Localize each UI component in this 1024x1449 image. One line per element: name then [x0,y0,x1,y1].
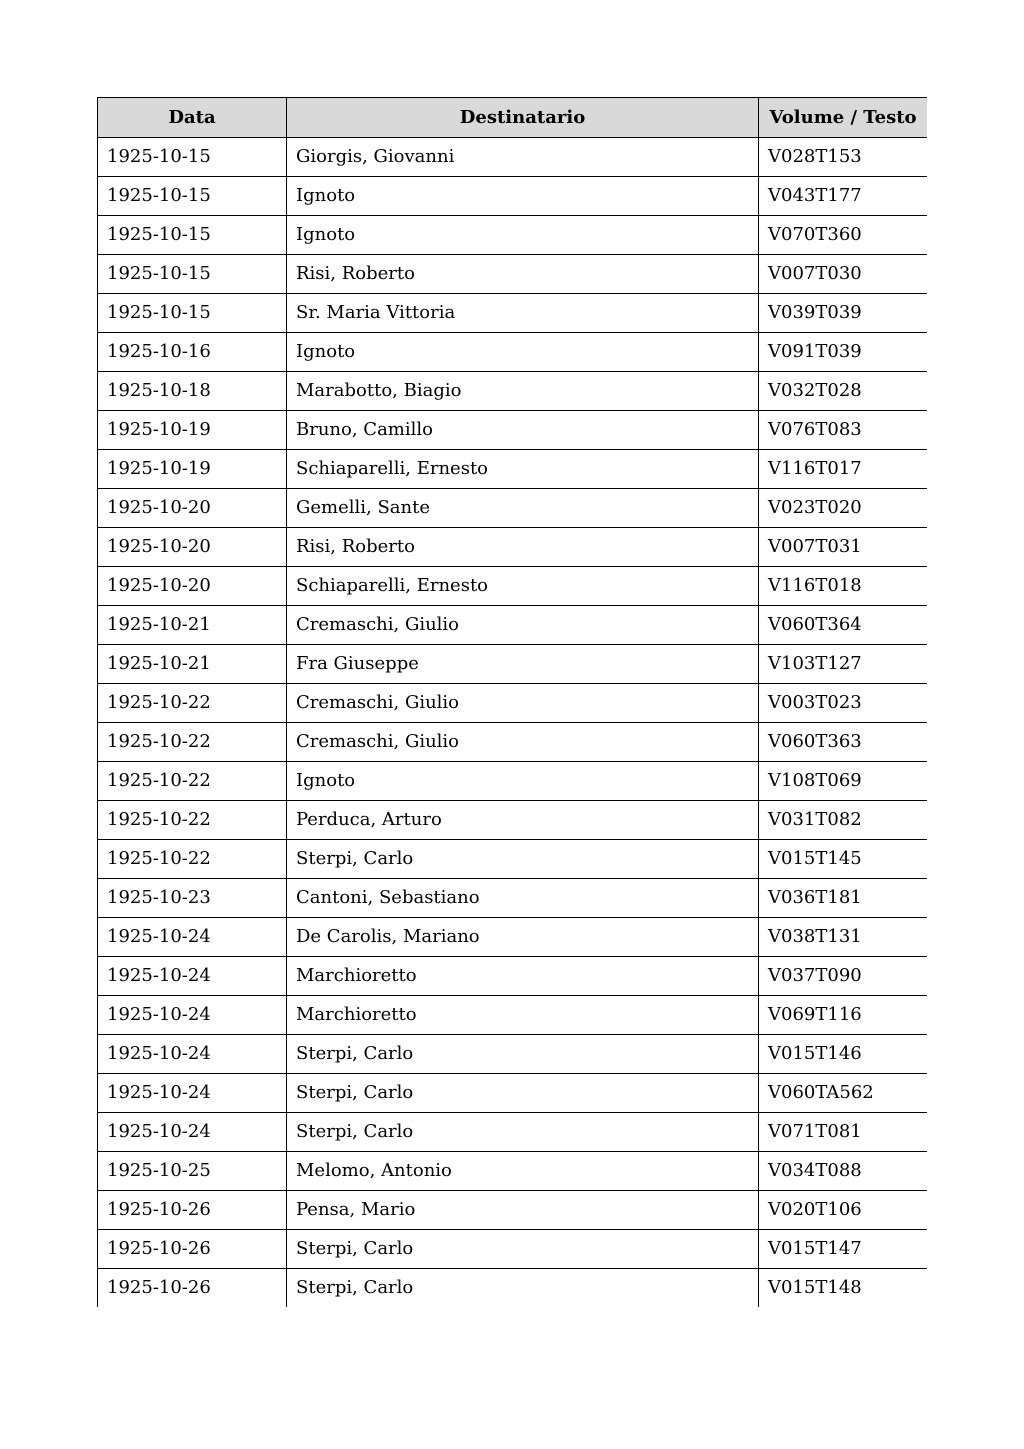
cell-recipient: Marchioretto [287,996,759,1035]
table-row [98,411,928,450]
table-row [98,840,928,879]
header-date: Data [98,98,287,138]
cell-date: 1925-10-24 [98,1113,287,1152]
letters-table-container [97,97,927,1312]
cell-recipient: Marchioretto [287,957,759,996]
table-body [98,138,928,1308]
table-row [98,996,928,1035]
table-row [98,294,928,333]
cell-date: 1925-10-15 [98,255,287,294]
cell-recipient: Gemelli, Sante [287,489,759,528]
cell-volume: V023T020 [759,489,928,528]
cell-volume: V007T030 [759,255,928,294]
cell-recipient: Bruno, Camillo [287,411,759,450]
table-row [98,372,928,411]
table-row [98,489,928,528]
cell-date: 1925-10-22 [98,840,287,879]
cell-date: 1925-10-26 [98,1230,287,1269]
cell-date: 1925-10-22 [98,723,287,762]
cell-volume: V037T090 [759,957,928,996]
table-row [98,333,928,372]
table-row [98,1113,928,1152]
cell-volume: V015T145 [759,840,928,879]
cell-volume: V007T031 [759,528,928,567]
cell-volume: V034T088 [759,1152,928,1191]
table-row [98,450,928,489]
cell-volume: V039T039 [759,294,928,333]
table-row [98,216,928,255]
table-row [98,606,928,645]
cell-date: 1925-10-24 [98,996,287,1035]
cell-recipient: Giorgis, Giovanni [287,138,759,177]
cell-recipient: De Carolis, Mariano [287,918,759,957]
cell-volume: V069T116 [759,996,928,1035]
table-row [98,957,928,996]
cell-volume: V070T360 [759,216,928,255]
cell-volume: V032T028 [759,372,928,411]
cell-recipient: Cremaschi, Giulio [287,684,759,723]
cell-volume: V043T177 [759,177,928,216]
cell-recipient: Sterpi, Carlo [287,1074,759,1113]
cell-date: 1925-10-21 [98,606,287,645]
cell-volume: V116T017 [759,450,928,489]
cell-volume: V036T181 [759,879,928,918]
table-row [98,918,928,957]
cell-date: 1925-10-20 [98,528,287,567]
cell-date: 1925-10-24 [98,1074,287,1113]
cell-volume: V020T106 [759,1191,928,1230]
cell-date: 1925-10-15 [98,216,287,255]
table-row [98,567,928,606]
cell-date: 1925-10-24 [98,1035,287,1074]
cell-volume: V103T127 [759,645,928,684]
cell-recipient: Schiaparelli, Ernesto [287,450,759,489]
cell-date: 1925-10-20 [98,489,287,528]
cell-volume: V091T039 [759,333,928,372]
table-row [98,1191,928,1230]
table-row [98,255,928,294]
table-row [98,801,928,840]
cell-volume: V060T363 [759,723,928,762]
cell-recipient: Schiaparelli, Ernesto [287,567,759,606]
cell-volume: V071T081 [759,1113,928,1152]
table-row [98,528,928,567]
letters-table [97,97,927,1307]
cell-date: 1925-10-21 [98,645,287,684]
cell-date: 1925-10-19 [98,450,287,489]
cell-recipient: Perduca, Arturo [287,801,759,840]
cell-recipient: Sterpi, Carlo [287,1035,759,1074]
cell-recipient: Cremaschi, Giulio [287,723,759,762]
table-row [98,879,928,918]
cell-date: 1925-10-24 [98,957,287,996]
table-row [98,684,928,723]
header-recipient: Destinatario [287,98,759,138]
cell-date: 1925-10-22 [98,762,287,801]
cell-volume: V015T146 [759,1035,928,1074]
cell-date: 1925-10-15 [98,294,287,333]
cell-date: 1925-10-20 [98,567,287,606]
cell-volume: V015T147 [759,1230,928,1269]
cell-date: 1925-10-24 [98,918,287,957]
cell-recipient: Ignoto [287,333,759,372]
cell-recipient: Pensa, Mario [287,1191,759,1230]
cell-date: 1925-10-15 [98,138,287,177]
cell-volume: V116T018 [759,567,928,606]
table-row [98,723,928,762]
cell-date: 1925-10-26 [98,1191,287,1230]
table-row [98,1152,928,1191]
cell-date: 1925-10-26 [98,1269,287,1308]
cell-recipient: Risi, Roberto [287,255,759,294]
cell-recipient: Ignoto [287,762,759,801]
cell-volume: V108T069 [759,762,928,801]
cell-recipient: Sterpi, Carlo [287,840,759,879]
cell-recipient: Marabotto, Biagio [287,372,759,411]
cell-volume: V038T131 [759,918,928,957]
cell-recipient: Ignoto [287,216,759,255]
table-row [98,138,928,177]
cell-volume: V015T148 [759,1269,928,1308]
cell-recipient: Sterpi, Carlo [287,1269,759,1308]
cell-recipient: Sterpi, Carlo [287,1113,759,1152]
cell-volume: V076T083 [759,411,928,450]
table-row [98,762,928,801]
cell-volume: V060T364 [759,606,928,645]
cell-volume: V031T082 [759,801,928,840]
table-row [98,1230,928,1269]
cell-date: 1925-10-22 [98,684,287,723]
table-row [98,1035,928,1074]
cell-date: 1925-10-23 [98,879,287,918]
table-row [98,1269,928,1308]
cell-date: 1925-10-18 [98,372,287,411]
header-volume: Volume / Testo [759,98,928,138]
cell-date: 1925-10-19 [98,411,287,450]
header-row [98,98,928,138]
cell-date: 1925-10-22 [98,801,287,840]
cell-volume: V028T153 [759,138,928,177]
cell-recipient: Melomo, Antonio [287,1152,759,1191]
cell-recipient: Sterpi, Carlo [287,1230,759,1269]
table-row [98,1074,928,1113]
cell-volume: V060TA562 [759,1074,928,1113]
cell-date: 1925-10-16 [98,333,287,372]
cell-date: 1925-10-25 [98,1152,287,1191]
table-row [98,645,928,684]
cell-recipient: Fra Giuseppe [287,645,759,684]
cell-recipient: Cantoni, Sebastiano [287,879,759,918]
cell-recipient: Risi, Roberto [287,528,759,567]
cell-volume: V003T023 [759,684,928,723]
table-header [98,98,928,138]
cell-recipient: Ignoto [287,177,759,216]
cell-date: 1925-10-15 [98,177,287,216]
table-row [98,177,928,216]
cell-recipient: Sr. Maria Vittoria [287,294,759,333]
cell-recipient: Cremaschi, Giulio [287,606,759,645]
